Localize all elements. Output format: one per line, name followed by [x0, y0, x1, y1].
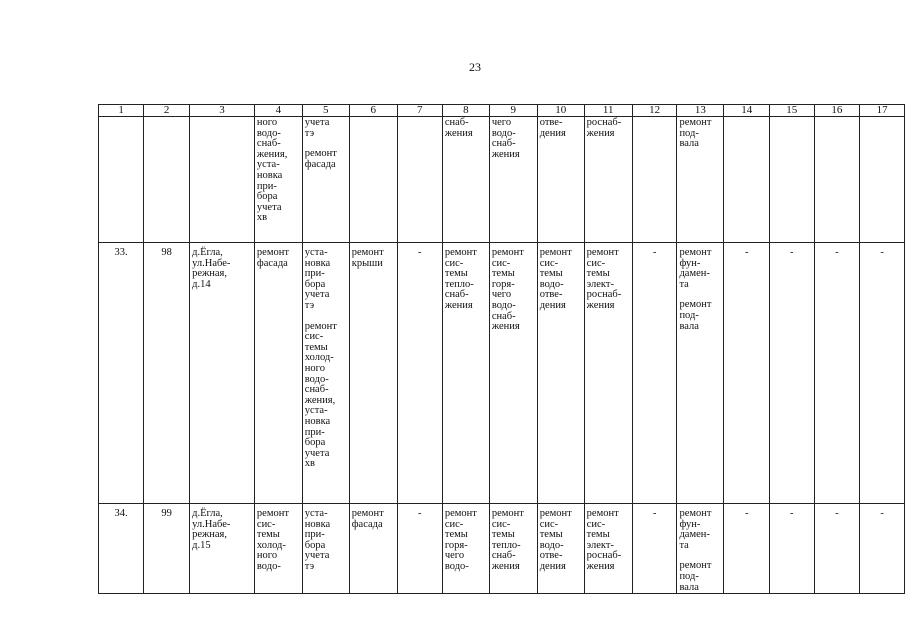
column-number-cell: 17 [860, 105, 905, 117]
cell-text-line: режная, [192, 268, 228, 280]
cell-text-line: бора [256, 191, 278, 203]
table-cell [489, 243, 537, 504]
cell-text-line: ул.Набе- [192, 257, 231, 269]
cell-text-line: ремонт [444, 247, 477, 258]
cell-text-line: сис- [586, 518, 606, 530]
cell-text-line: при- [304, 426, 325, 438]
cell-text-line: снаб- [491, 138, 516, 150]
cell-text-line: снаб- [491, 550, 516, 562]
table-cell [442, 243, 489, 504]
cell-text-line: ремонт [351, 247, 384, 258]
cell-text-line: чего [444, 550, 465, 562]
cell-text-line: ного [256, 117, 278, 128]
cell-text-line: жения [444, 127, 473, 139]
table-cell [442, 504, 489, 594]
cell-text-line: темы [586, 529, 610, 541]
cell-text-line: снаб- [444, 289, 469, 301]
table-cell [99, 504, 144, 594]
cell-text-line: снаб- [304, 384, 329, 396]
cell-text-line: 99 [161, 508, 172, 519]
table-cell [769, 243, 814, 504]
cell-text-line: холод- [256, 539, 286, 551]
cell-text-line: бора [304, 278, 326, 290]
table-cell [860, 117, 905, 243]
table-cell [537, 243, 584, 504]
table-cell [769, 504, 814, 594]
table-cell [349, 504, 397, 594]
table-cell [724, 504, 770, 594]
cell-text-line: ремонт [586, 508, 619, 519]
cell-text-line: снаб- [491, 310, 516, 322]
column-number-cell: 8 [442, 105, 489, 117]
table-cell [99, 243, 144, 504]
cell-text-line: - [744, 508, 749, 519]
column-number-cell: 6 [349, 105, 397, 117]
column-number-cell: 15 [769, 105, 814, 117]
column-number-cell: 5 [302, 105, 349, 117]
table-cell [814, 243, 860, 504]
table-cell [190, 243, 255, 504]
cell-text-line: 33. [114, 247, 128, 258]
cell-text-line: водо- [539, 278, 564, 290]
cell-text-line: водо- [491, 127, 516, 139]
cell-text-line: темы [304, 341, 328, 353]
cell-text-line: темы [444, 268, 468, 280]
cell-text-line: горя- [491, 278, 515, 290]
cell-text-line: ремонт [491, 247, 524, 258]
cell-text-line: - [417, 247, 422, 258]
repair-table [98, 104, 905, 594]
cell-text-line: под- [679, 570, 699, 582]
cell-text-line: ного [304, 362, 325, 374]
cell-text-line: сис- [304, 331, 324, 343]
cell-text-line: водо- [256, 127, 281, 139]
cell-text-line: сис- [256, 518, 276, 530]
table-cell [349, 243, 397, 504]
cell-text-line: чего [491, 117, 512, 128]
table-cell [489, 117, 537, 243]
cell-text-line: отве- [539, 289, 563, 301]
cell-text-line: водо- [256, 560, 281, 572]
column-number-cell: 9 [489, 105, 537, 117]
column-number-cell: 13 [677, 105, 724, 117]
cell-text-line: ремонт [256, 247, 289, 258]
cell-text-line: отве- [539, 550, 563, 562]
cell-text-line: ремонт [679, 247, 712, 258]
table-cell [190, 117, 255, 243]
table-cell [860, 504, 905, 594]
table-cell [632, 504, 677, 594]
cell-text-line: фасада [351, 518, 383, 530]
table-cell [302, 243, 349, 504]
table-cell [584, 243, 632, 504]
table-cell [397, 117, 442, 243]
cell-text-line: жения [491, 321, 520, 333]
table-cell [860, 243, 905, 504]
cell-text-line: - [744, 247, 749, 258]
cell-text-line: новка [256, 169, 283, 181]
cell-text-line: ремонт [444, 508, 477, 519]
cell-text-line: элект- [586, 278, 614, 290]
table-cell [442, 117, 489, 243]
cell-text-line: новка [304, 518, 331, 530]
cell-text-line: жения, [256, 148, 288, 160]
table-cell [489, 504, 537, 594]
table-cell [584, 117, 632, 243]
cell-text-line: жения [586, 299, 615, 311]
cell-text-line: та [679, 539, 689, 551]
cell-text-line: учета [304, 117, 330, 128]
cell-text-line: ремонт [679, 508, 712, 519]
table-cell [254, 117, 302, 243]
table-cell [814, 117, 860, 243]
cell-text-line: темы [586, 268, 610, 280]
cell-text-line: ремонт [491, 508, 524, 519]
cell-text-line: учета [304, 289, 330, 301]
cell-text-line: бора [304, 539, 326, 551]
cell-text-line: фун- [679, 257, 701, 269]
cell-text-line: д.Ёгла, [192, 247, 223, 258]
cell-text-line: новка [304, 415, 331, 427]
table-cell [537, 117, 584, 243]
cell-text-line: - [835, 508, 839, 519]
cell-text-line: сис- [444, 518, 464, 530]
cell-text-line: вала [679, 320, 699, 332]
cell-text-line: - [880, 247, 884, 258]
header-row [99, 105, 905, 117]
cell-text-line: сис- [444, 257, 464, 269]
cell-text-line: ремонт [679, 117, 712, 128]
cell-text-line: отве- [539, 117, 563, 128]
table-cell [537, 504, 584, 594]
cell-text-line: дамен- [679, 529, 710, 541]
table-cell [302, 117, 349, 243]
cell-text-line: ремонт [586, 247, 619, 258]
cell-text-line: ремонт [679, 299, 712, 311]
table-row [99, 117, 905, 243]
cell-text-line: уста- [304, 405, 328, 417]
cell-text-line: под- [679, 127, 699, 139]
cell-text-line: - [880, 508, 884, 519]
cell-text-line: новка [304, 257, 331, 269]
table-cell [144, 504, 190, 594]
cell-text-line: темы [491, 268, 515, 280]
table-cell [632, 117, 677, 243]
table-cell [302, 504, 349, 594]
cell-text-line: д.15 [192, 539, 211, 551]
cell-text-line: дения [539, 299, 566, 311]
cell-text-line: водо- [444, 560, 469, 572]
cell-text-line: фун- [679, 518, 701, 530]
column-number-cell: 12 [632, 105, 677, 117]
cell-text-line: тепло- [491, 539, 521, 551]
cell-text-line: крыши [351, 257, 383, 269]
cell-text-line: жения [444, 299, 473, 311]
table-cell [724, 117, 770, 243]
cell-text-line: дамен- [679, 268, 710, 280]
cell-text-line: под- [679, 309, 699, 321]
cell-text-line: дения [539, 127, 566, 139]
table-cell [814, 504, 860, 594]
cell-text-line: снаб- [444, 117, 469, 128]
table-cell [677, 504, 724, 594]
column-number-cell: 16 [814, 105, 860, 117]
cell-text-line: хв [304, 458, 315, 470]
cell-text-line: элект- [586, 539, 614, 551]
cell-text-line: учета [256, 201, 282, 213]
cell-text-line: ремонт [256, 508, 289, 519]
cell-text-line: уста- [304, 247, 328, 258]
table-cell [724, 243, 770, 504]
cell-text-line: жения [491, 148, 520, 160]
cell-text-line: сис- [491, 518, 511, 530]
cell-text-line: ул.Набе- [192, 518, 231, 530]
cell-text-line: - [652, 247, 657, 258]
cell-text-line: чего [491, 289, 512, 301]
table-row [99, 243, 905, 504]
cell-text-line: жения [491, 560, 520, 572]
cell-text-line: уста- [256, 159, 280, 171]
cell-text-line: ремонт [539, 508, 572, 519]
cell-text-line: - [835, 247, 839, 258]
page-number: 23 [469, 60, 481, 74]
cell-text-line: ного [256, 550, 278, 562]
cell-text-line: жения [586, 127, 615, 139]
cell-text-line: ремонт [539, 247, 572, 258]
cell-text-line: сис- [586, 257, 606, 269]
cell-text-line: темы [256, 529, 280, 541]
cell-text-line: - [790, 508, 794, 519]
table-cell [584, 504, 632, 594]
column-number-cell: 11 [584, 105, 632, 117]
cell-text-line: д.14 [192, 278, 211, 290]
cell-text-line: жения [586, 560, 615, 572]
cell-text-line: горя- [444, 539, 468, 551]
cell-text-line: ремонт [351, 508, 384, 519]
cell-text-line: - [790, 247, 794, 258]
cell-text-line: сис- [539, 257, 559, 269]
cell-text-line: водо- [539, 539, 564, 551]
table-row [99, 504, 905, 594]
cell-text-line: дения [539, 560, 566, 572]
cell-text-line: ремонт [679, 560, 712, 572]
cell-text-line: - [652, 508, 657, 519]
column-number-cell: 4 [254, 105, 302, 117]
cell-text-line: бора [304, 437, 326, 449]
cell-text-line: при- [304, 268, 325, 280]
cell-text-line: тэ [304, 299, 315, 311]
cell-text-line: тепло- [444, 278, 474, 290]
table-cell [144, 243, 190, 504]
table-cell [677, 243, 724, 504]
table-cell [632, 243, 677, 504]
cell-text-line: ремонт [304, 148, 337, 160]
cell-text-line: хв [256, 212, 268, 224]
cell-text-line: темы [539, 268, 563, 280]
cell-text-line: тэ [304, 560, 315, 572]
cell-text-line: темы [444, 529, 468, 541]
cell-text-line: вала [679, 581, 699, 593]
cell-text-line: 98 [161, 247, 172, 258]
table-cell [349, 117, 397, 243]
cell-text-line: учета [304, 447, 330, 459]
table-cell [99, 117, 144, 243]
cell-text-line: жения, [304, 394, 336, 406]
table-cell [144, 117, 190, 243]
table-cell [677, 117, 724, 243]
cell-text-line: - [417, 508, 422, 519]
table-cell [254, 243, 302, 504]
cell-text-line: режная, [192, 529, 228, 541]
cell-text-line: вала [679, 138, 699, 150]
table-cell [190, 504, 255, 594]
column-number-cell: 10 [537, 105, 584, 117]
cell-text-line: сис- [539, 518, 559, 530]
cell-text-line: роснаб- [586, 289, 622, 301]
cell-text-line: 34. [114, 508, 128, 519]
cell-text-line: снаб- [256, 138, 281, 150]
cell-text-line: уста- [304, 508, 328, 519]
cell-text-line: темы [491, 529, 515, 541]
cell-text-line: фасада [304, 158, 336, 170]
table-cell [397, 243, 442, 504]
cell-text-line: роснаб- [586, 117, 622, 128]
column-number-cell: 1 [99, 105, 144, 117]
cell-text-line: учета [304, 550, 330, 562]
column-number-cell: 3 [190, 105, 255, 117]
cell-text-line: роснаб- [586, 550, 622, 562]
cell-text-line: ремонт [304, 320, 337, 332]
column-number-cell: 2 [144, 105, 190, 117]
cell-text-line: фасада [256, 257, 288, 269]
column-number-cell: 7 [397, 105, 442, 117]
cell-text-line: водо- [491, 299, 516, 311]
table-cell [769, 117, 814, 243]
table-cell [397, 504, 442, 594]
cell-text-line: темы [539, 529, 563, 541]
cell-text-line: та [679, 278, 689, 290]
cell-text-line: сис- [491, 257, 511, 269]
table-cell [254, 504, 302, 594]
column-number-cell: 14 [724, 105, 770, 117]
cell-text-line: тэ [304, 127, 315, 139]
cell-text-line: при- [304, 529, 325, 541]
cell-text-line: водо- [304, 373, 329, 385]
cell-text-line: при- [256, 180, 277, 192]
cell-text-line: холод- [304, 352, 334, 364]
cell-text-line: д.Ёгла, [192, 508, 223, 519]
